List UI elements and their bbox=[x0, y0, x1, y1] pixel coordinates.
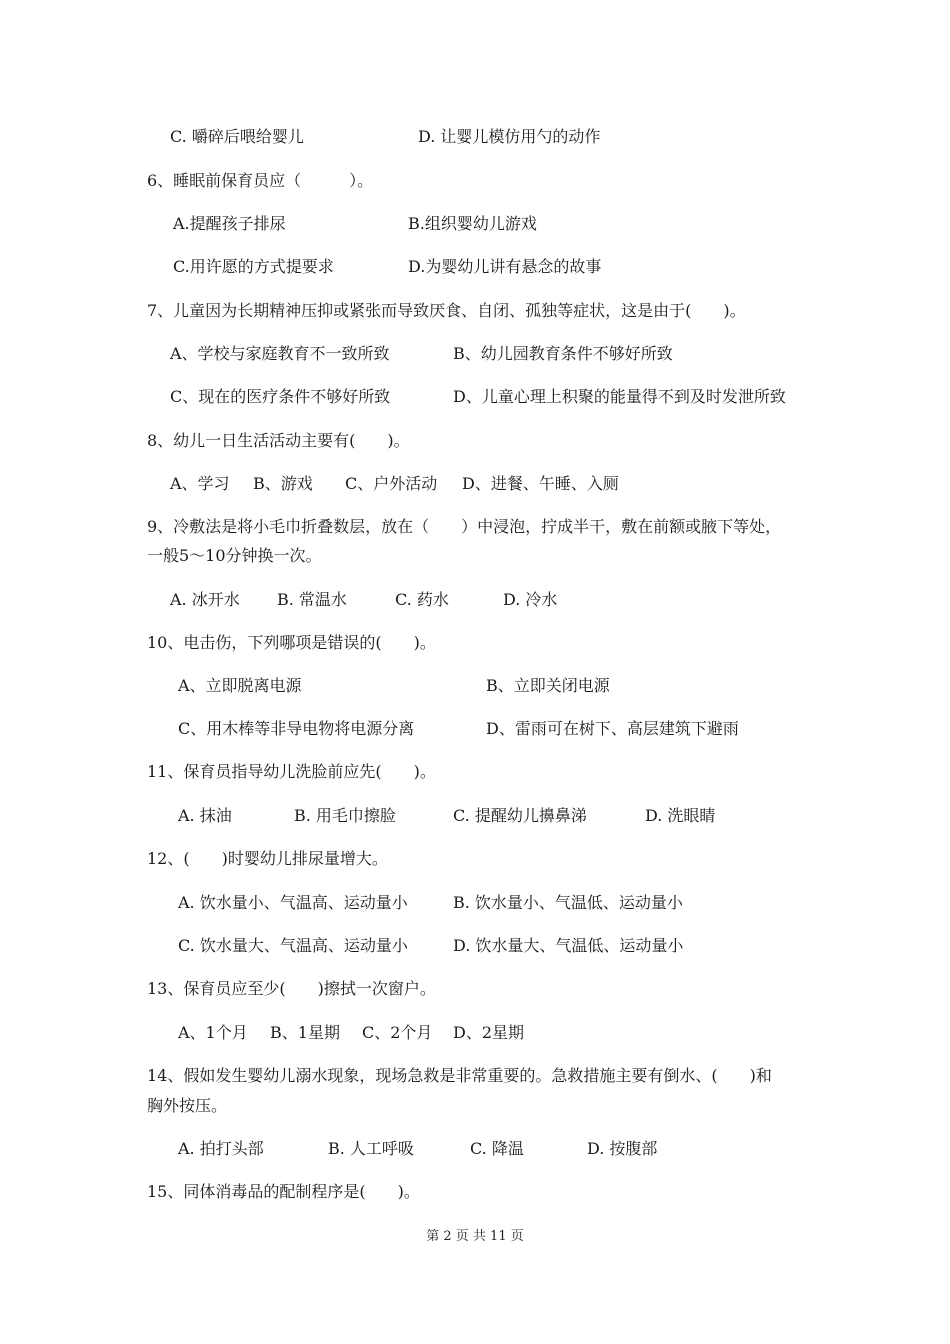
q14-option-b: B. 人工呼吸 bbox=[328, 1139, 414, 1158]
q13-stem: 13、保育员应至少( )擦拭一次窗户。 bbox=[147, 979, 436, 998]
q13-option-c: C、2个月 bbox=[362, 1023, 433, 1042]
q11-option-d: D. 洗眼睛 bbox=[645, 806, 716, 825]
q9-option-d: D. 冷水 bbox=[503, 590, 558, 609]
q14-stem-line2: 胸外按压。 bbox=[147, 1096, 228, 1115]
q14-option-c: C. 降温 bbox=[470, 1139, 524, 1158]
page-footer: 第 2 页 共 11 页 bbox=[426, 1229, 524, 1244]
q10-stem: 10、电击伤，下列哪项是错误的( )。 bbox=[147, 633, 436, 652]
q12-option-b: B. 饮水量小、气温低、运动量小 bbox=[453, 893, 683, 912]
q9-option-b: B. 常温水 bbox=[277, 590, 347, 609]
q12-option-c: C. 饮水量大、气温高、运动量小 bbox=[178, 936, 408, 955]
q6-option-b: B.组织婴幼儿游戏 bbox=[408, 214, 537, 233]
q11-stem: 11、保育员指导幼儿洗脸前应先( )。 bbox=[147, 762, 436, 781]
q8-option-d: D、进餐、午睡、入厕 bbox=[462, 474, 619, 493]
q7-option-a: A、学校与家庭教育不一致所致 bbox=[170, 344, 390, 363]
q5-option-c: C. 嚼碎后喂给婴儿 bbox=[170, 127, 304, 146]
q6-option-a: A.提醒孩子排尿 bbox=[173, 214, 286, 233]
q9-option-a: A. 冰开水 bbox=[170, 590, 240, 609]
q14-option-d: D. 按腹部 bbox=[587, 1139, 658, 1158]
q12-option-d: D. 饮水量大、气温低、运动量小 bbox=[453, 936, 684, 955]
q11-option-b: B. 用毛巾擦脸 bbox=[294, 806, 396, 825]
q11-option-a: A. 抹油 bbox=[178, 806, 232, 825]
q8-option-b: B、游戏 bbox=[253, 474, 313, 493]
q10-option-c: C、用木棒等非导电物将电源分离 bbox=[178, 719, 415, 738]
q7-stem: 7、儿童因为长期精神压抑或紧张而导致厌食、自闭、孤独等症状，这是由于( )。 bbox=[147, 301, 746, 320]
q13-option-a: A、1个月 bbox=[178, 1023, 248, 1042]
q7-option-b: B、幼儿园教育条件不够好所致 bbox=[453, 344, 673, 363]
q8-option-c: C、户外活动 bbox=[345, 474, 438, 493]
q6-option-c: C.用许愿的方式提要求 bbox=[173, 257, 334, 276]
q5-option-d: D. 让婴儿模仿用勺的动作 bbox=[418, 127, 601, 146]
q15-stem: 15、同体消毒品的配制程序是( )。 bbox=[147, 1182, 420, 1201]
q8-option-a: A、学习 bbox=[170, 474, 230, 493]
q10-option-b: B、立即关闭电源 bbox=[486, 676, 610, 695]
q7-option-c: C、现在的医疗条件不够好所致 bbox=[170, 387, 391, 406]
q12-stem: 12、( )时婴幼儿排尿量增大。 bbox=[147, 849, 388, 868]
q13-option-b: B、1星期 bbox=[270, 1023, 340, 1042]
q14-stem-line1: 14、假如发生婴幼儿溺水现象，现场急救是非常重要的。急救措施主要有倒水、( )和 bbox=[147, 1066, 772, 1085]
q11-option-c: C. 提醒幼儿擤鼻涕 bbox=[453, 806, 587, 825]
q8-stem: 8、幼儿一日生活活动主要有( )。 bbox=[147, 431, 410, 450]
q13-option-d: D、2星期 bbox=[453, 1023, 525, 1042]
q6-option-d: D.为婴幼儿讲有悬念的故事 bbox=[408, 257, 602, 276]
q7-option-d: D、儿童心理上积聚的能量得不到及时发泄所致 bbox=[453, 387, 786, 406]
q6-stem: 6、睡眠前保育员应（ ）。 bbox=[147, 171, 374, 190]
q9-option-c: C. 药水 bbox=[395, 590, 449, 609]
q10-option-d: D、雷雨可在树下、高层建筑下避雨 bbox=[486, 719, 739, 738]
q12-option-a: A. 饮水量小、气温高、运动量小 bbox=[178, 893, 408, 912]
q9-stem-line1: 9、冷敷法是将小毛巾折叠数层，放在（ ）中浸泡，拧成半干，敷在前额或腋下等处， bbox=[147, 517, 782, 536]
q9-stem-line2: 一般5～10分钟换一次。 bbox=[147, 546, 322, 565]
q14-option-a: A. 拍打头部 bbox=[178, 1139, 264, 1158]
q10-option-a: A、立即脱离电源 bbox=[178, 676, 302, 695]
